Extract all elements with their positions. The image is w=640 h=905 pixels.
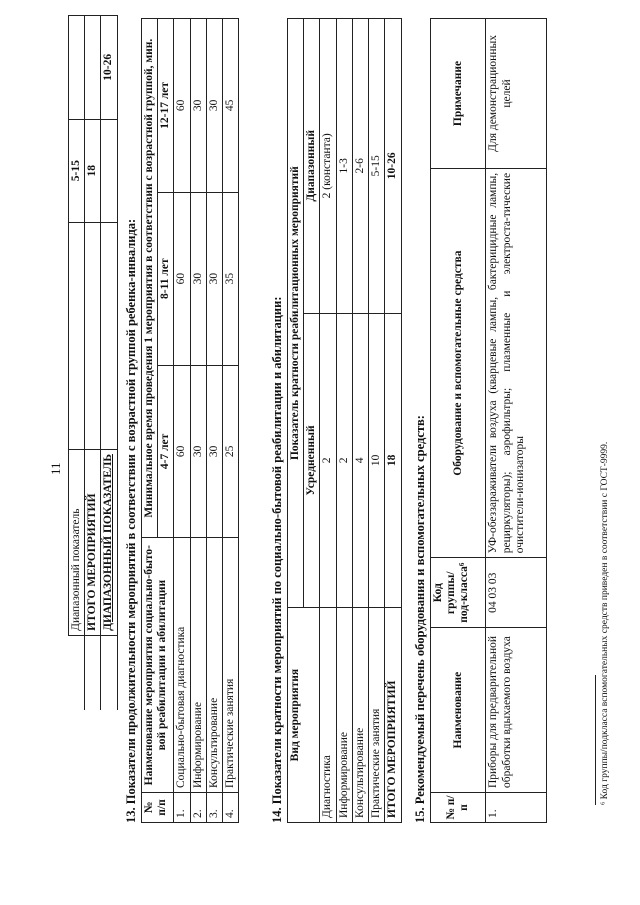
section13-title: 13. Показатели продолжительности мероприятий в соответствии с возрастной группой ребенка-инвалида: bbox=[124, 218, 138, 823]
cell-range: 10-26 bbox=[385, 19, 401, 314]
header-avg: Усредненный bbox=[304, 313, 320, 608]
cell-name: ИТОГО МЕРОПРИЯТИЙ bbox=[385, 608, 401, 823]
cell-num: 4. bbox=[223, 793, 239, 823]
section15-table bbox=[430, 18, 547, 823]
cell-name: Консультирование bbox=[352, 608, 368, 823]
cell-name: Информирование bbox=[336, 608, 352, 823]
cell-avg: 18 bbox=[385, 313, 401, 608]
header-age: 8-11 лет bbox=[158, 192, 174, 365]
cell-name: Диагностика bbox=[320, 608, 336, 823]
cell-value: 25 bbox=[223, 365, 239, 538]
cell-value: 45 bbox=[223, 19, 239, 193]
table-cell: ИТОГО МЕРОПРИЯТИЙ bbox=[85, 450, 101, 636]
table-cell: ДИАПАЗОННЫЙ ПОКАЗАТЕЛЬ bbox=[101, 450, 117, 636]
page-number: 11 bbox=[48, 462, 63, 475]
table-header-row bbox=[288, 19, 304, 823]
table-row bbox=[101, 16, 117, 711]
header-range: Диапазонный bbox=[304, 19, 320, 314]
section15-title: 15. Рекомендуемый перечень оборудования и вспомогательных средств: bbox=[413, 415, 427, 823]
table-row bbox=[223, 19, 239, 823]
table-row bbox=[352, 19, 368, 823]
header-code: Код группы/под-класса⁶ bbox=[431, 558, 486, 628]
table-row bbox=[320, 19, 336, 823]
section13-table bbox=[141, 18, 239, 823]
footnote: ⁶ Код группы/подкласса вспомогательных средств приведен в соответствии с ГОСТ-9999. bbox=[600, 441, 610, 805]
table-row bbox=[174, 19, 190, 823]
table-row bbox=[369, 19, 385, 823]
table-row bbox=[206, 19, 222, 823]
header-group: Показатель кратности реабилитационных мероприятий bbox=[288, 19, 304, 608]
cell-range: 2-6 bbox=[352, 19, 368, 314]
cell-value: 60 bbox=[174, 19, 190, 193]
table-cell: 18 bbox=[85, 119, 101, 222]
cell-num: 1. bbox=[486, 793, 547, 823]
cell-value: 30 bbox=[190, 365, 206, 538]
header-age: 12-17 лет bbox=[158, 19, 174, 193]
cell-avg: 2 bbox=[320, 313, 336, 608]
cell-range: 1-3 bbox=[336, 19, 352, 314]
cell-name: Информирование bbox=[190, 538, 206, 793]
cell-name: Практические занятия bbox=[369, 608, 385, 823]
section14-table bbox=[287, 18, 402, 823]
cell-avg: 10 bbox=[369, 313, 385, 608]
header-name: Наименование мероприятия социально-быто-вой реабилитации и абилитации bbox=[142, 538, 174, 793]
cell-value: 60 bbox=[174, 365, 190, 538]
cell-note: Для демонстрационных целей bbox=[486, 19, 547, 169]
table-row bbox=[85, 16, 101, 711]
header-time: Минимальное время проведения 1 мероприятия в соответствии с возрастной группой, мин. bbox=[142, 19, 158, 538]
header-note: Примечание bbox=[431, 19, 486, 169]
cell-value: 30 bbox=[206, 192, 222, 365]
cell-name: Приборы для предварительной обработки вдыхаемого воздуха bbox=[486, 628, 547, 793]
table-row bbox=[336, 19, 352, 823]
cell-code: 04 03 03 bbox=[486, 558, 547, 628]
header-num: № п/п bbox=[142, 793, 174, 823]
cell-value: 35 bbox=[223, 192, 239, 365]
table-header-row bbox=[142, 19, 158, 823]
table-row bbox=[190, 19, 206, 823]
cell-name: Практические занятия bbox=[223, 538, 239, 793]
header-num: № п/п bbox=[431, 793, 486, 823]
header-type: Вид мероприятия bbox=[288, 608, 320, 823]
cell-value: 30 bbox=[206, 19, 222, 193]
cell-value: 30 bbox=[206, 365, 222, 538]
cell-range: 2 (константа) bbox=[320, 19, 336, 314]
table-row bbox=[486, 19, 547, 823]
cell-value: 30 bbox=[190, 192, 206, 365]
cell-avg: 4 bbox=[352, 313, 368, 608]
cell-num: 1. bbox=[174, 793, 190, 823]
cell-num: 3. bbox=[206, 793, 222, 823]
header-name: Наименование bbox=[431, 628, 486, 793]
cell-avg: 2 bbox=[336, 313, 352, 608]
cell-num: 2. bbox=[190, 793, 206, 823]
cell-name: Консультирование bbox=[206, 538, 222, 793]
cell-value: 60 bbox=[174, 192, 190, 365]
table-row bbox=[69, 16, 85, 711]
table-row bbox=[385, 19, 401, 823]
cell-range: 5-15 bbox=[369, 19, 385, 314]
cell-equipment: УФ-обеззараживатели воздуха (кварцевые лампы, бактерицидные лампы, рециркуляторы); аэрофильтры; плазменные и электроста-тические очистители-ионизаторы bbox=[486, 168, 547, 557]
table-cell: Диапазонный показатель bbox=[69, 450, 85, 636]
cell-name: Социально-бытовая диагностика bbox=[174, 538, 190, 793]
header-equipment: Оборудование и вспомогательные средства bbox=[431, 168, 486, 557]
cell-value: 30 bbox=[190, 19, 206, 193]
top-summary-table bbox=[68, 15, 118, 710]
table-cell: 5-15 bbox=[69, 119, 85, 222]
table-cell: 10-26 bbox=[101, 16, 117, 120]
section14-title: 14. Показатели кратности мероприятий по социально-бытовой реабилитации и абилитации: bbox=[270, 296, 284, 823]
table-header-row bbox=[431, 19, 486, 823]
header-age: 4-7 лет bbox=[158, 365, 174, 538]
footnote-divider bbox=[595, 675, 596, 805]
